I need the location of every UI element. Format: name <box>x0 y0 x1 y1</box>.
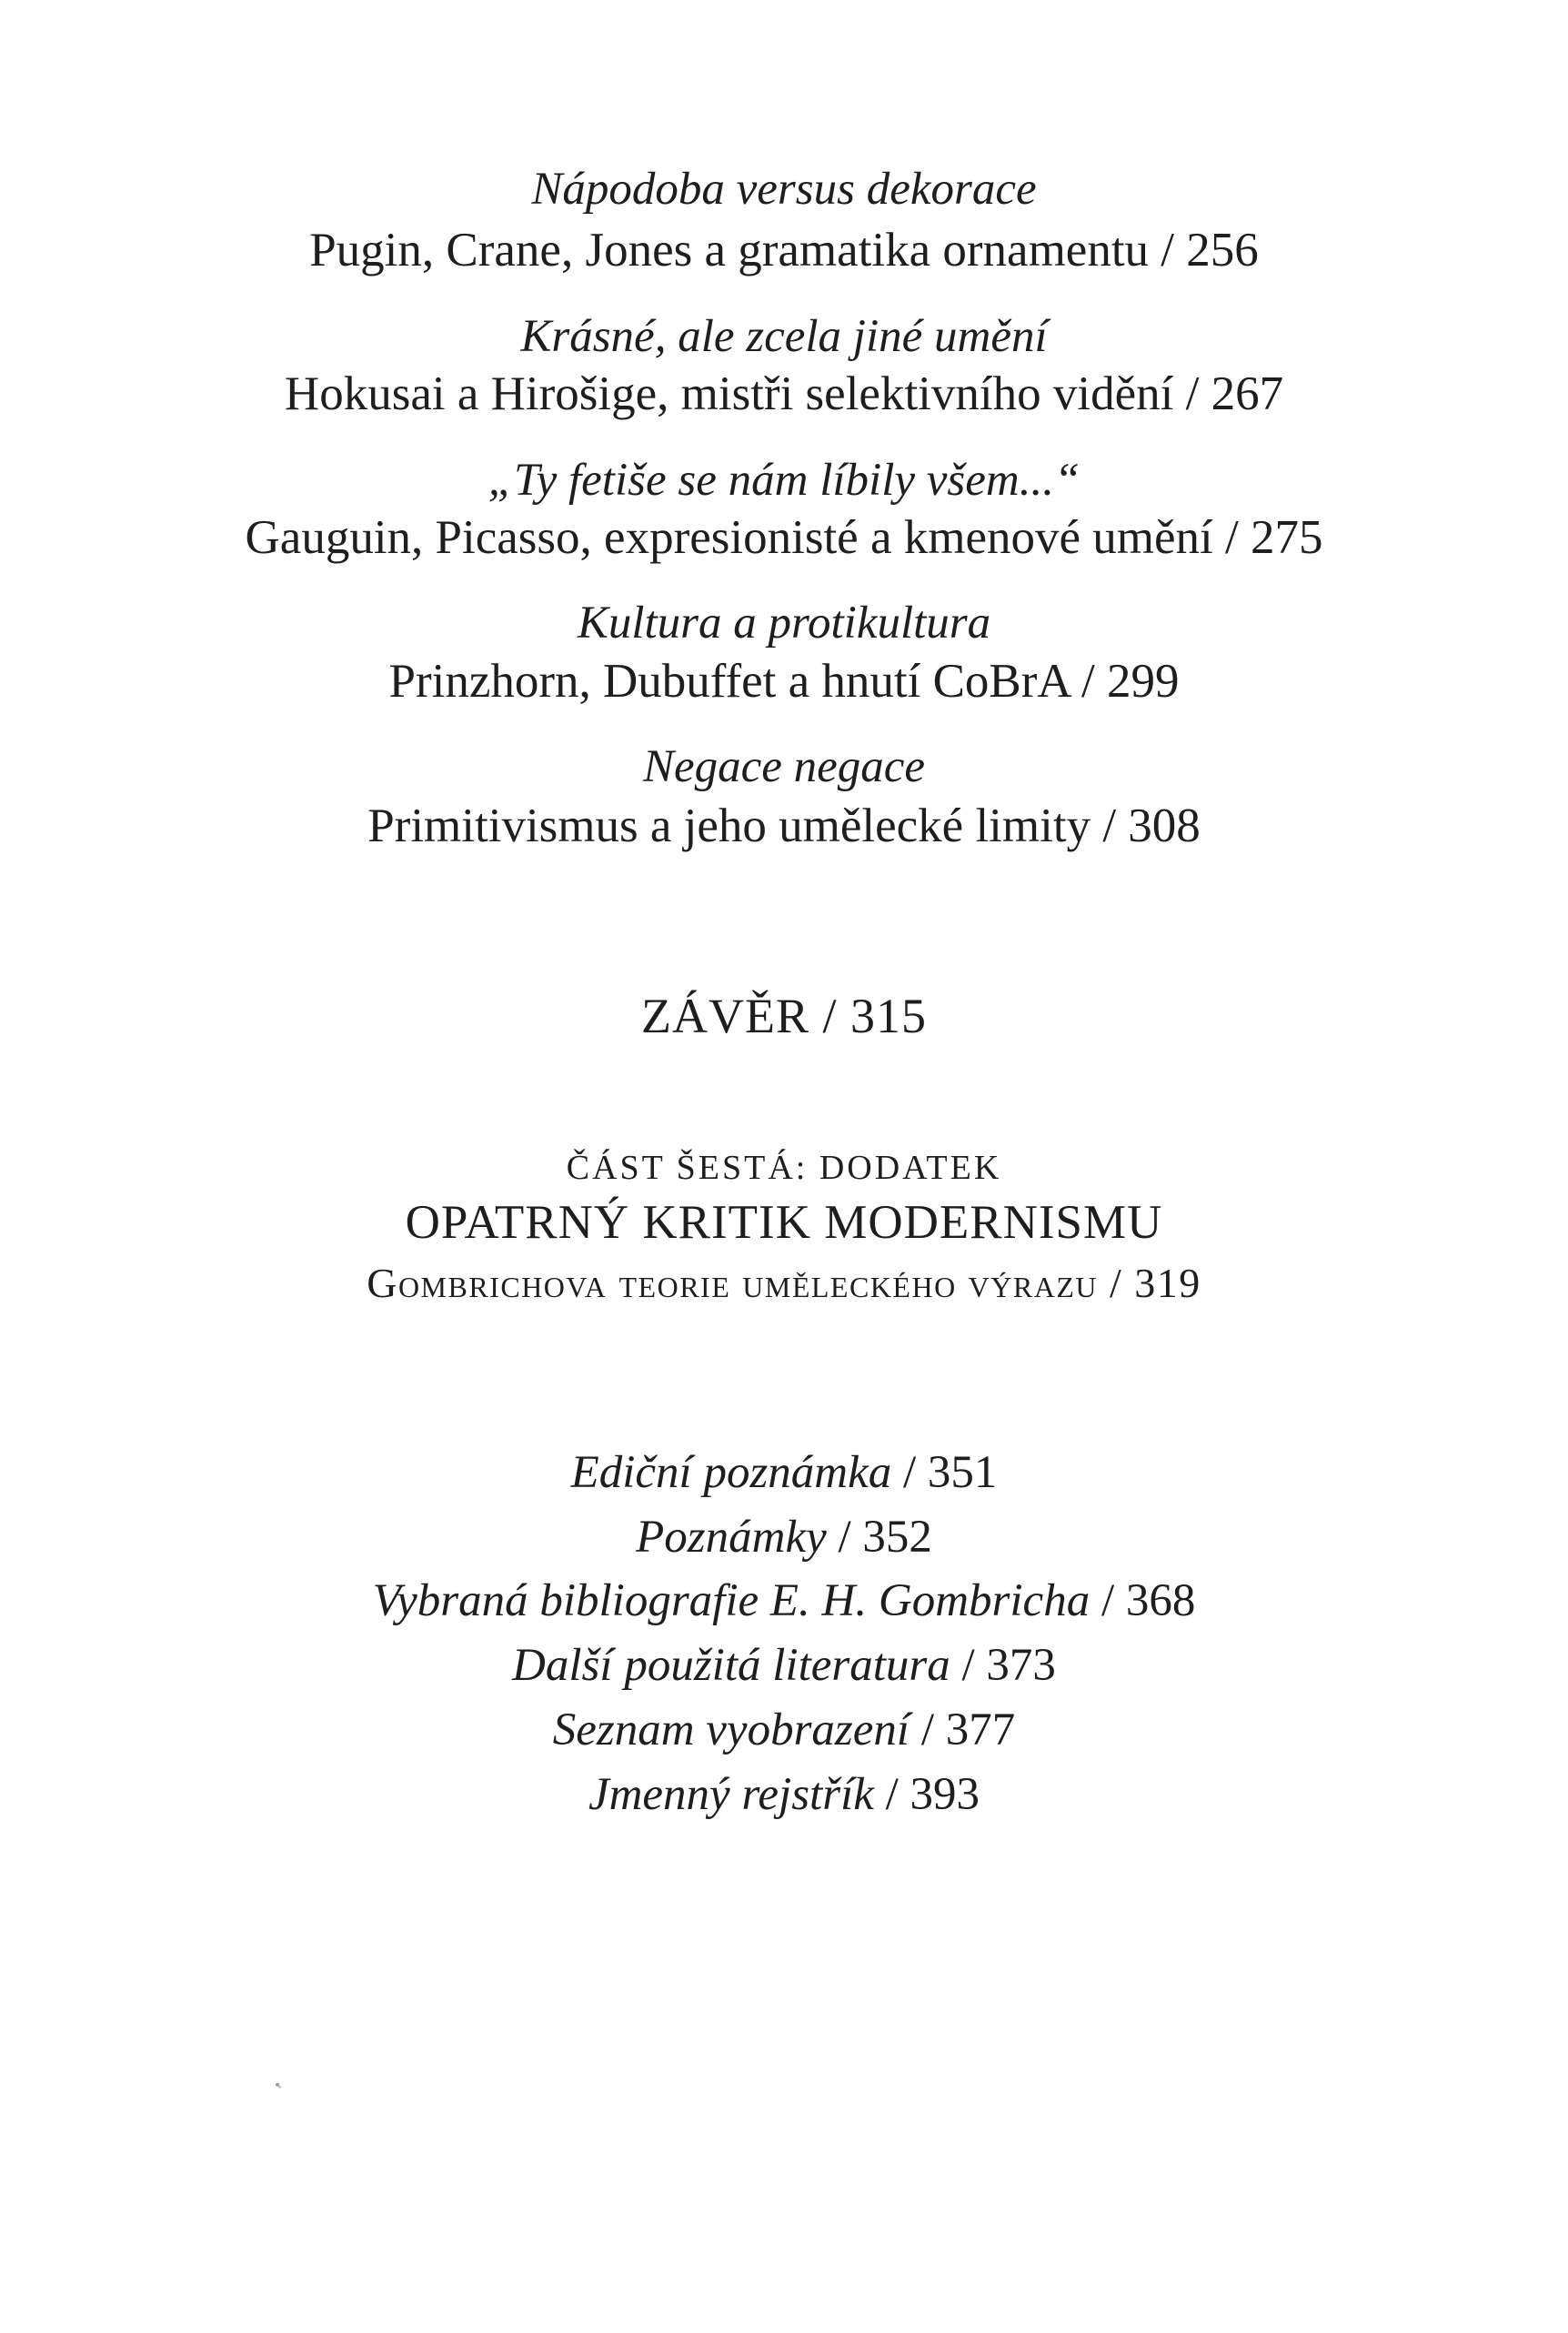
appendix-entry-title: Jmenný rejstřík <box>588 1769 874 1820</box>
part-label: ČÁST ŠESTÁ: DODATEK <box>566 1149 1002 1187</box>
appendix-entry-title: Poznámky <box>636 1512 827 1563</box>
appendix-entry-page: / 368 <box>1101 1575 1196 1626</box>
section-subtitle: „Ty fetiše se nám líbily všem...“ <box>487 455 1081 506</box>
appendix-entry-page: / 393 <box>885 1769 980 1820</box>
appendix-entry <box>0 1640 1568 1691</box>
part-subtitle: Gombrichova teorie uměleckého výrazu / 319 <box>367 1260 1201 1306</box>
appendix-entry <box>0 1704 1568 1755</box>
part-title: OPATRNÝ KRITIK MODERNISMU <box>405 1196 1163 1249</box>
scan-speck <box>278 2086 281 2088</box>
appendix-entry-page: / 351 <box>903 1447 998 1498</box>
appendix-entry-page: / 352 <box>838 1512 932 1563</box>
appendix-entry <box>0 1575 1568 1626</box>
appendix-entry-title: Seznam vyobrazení <box>552 1704 910 1755</box>
section-subtitle: Nápodoba versus dekorace <box>531 164 1037 215</box>
appendix-entry-page: / 377 <box>920 1704 1016 1755</box>
appendix-entry <box>0 1514 1568 1561</box>
section-title: Gauguin, Picasso, expresionisté a kmenové umění / 275 <box>245 511 1323 564</box>
section-subtitle: Krásné, ale zcela jiné umění <box>520 311 1048 362</box>
appendix-entry-title: Vybraná bibliografie E. H. Gombricha <box>372 1575 1091 1626</box>
section-title: Pugin, Crane, Jones a gramatika ornamentu / 256 <box>309 224 1259 277</box>
appendix-entry-page: / 373 <box>961 1640 1056 1691</box>
appendix-entry <box>0 1447 1568 1498</box>
section-subtitle: Kultura a protikultura <box>577 598 991 649</box>
section-title: Hokusai a Hirošige, mistři selektivního vidění / 267 <box>284 367 1284 420</box>
appendix-entry-title: Další použitá literatura <box>512 1640 950 1691</box>
conclusion-entry: ZÁVĚR / 315 <box>641 989 927 1043</box>
section-title: Prinzhorn, Dubuffet a hnutí CoBrA / 299 <box>388 655 1180 708</box>
appendix-entry <box>0 1769 1568 1820</box>
section-title: Primitivismus a jeho umělecké limity / 308 <box>367 799 1201 852</box>
appendix-entry-title: Ediční poznámka <box>570 1447 892 1498</box>
section-subtitle: Negace negace <box>642 741 926 792</box>
